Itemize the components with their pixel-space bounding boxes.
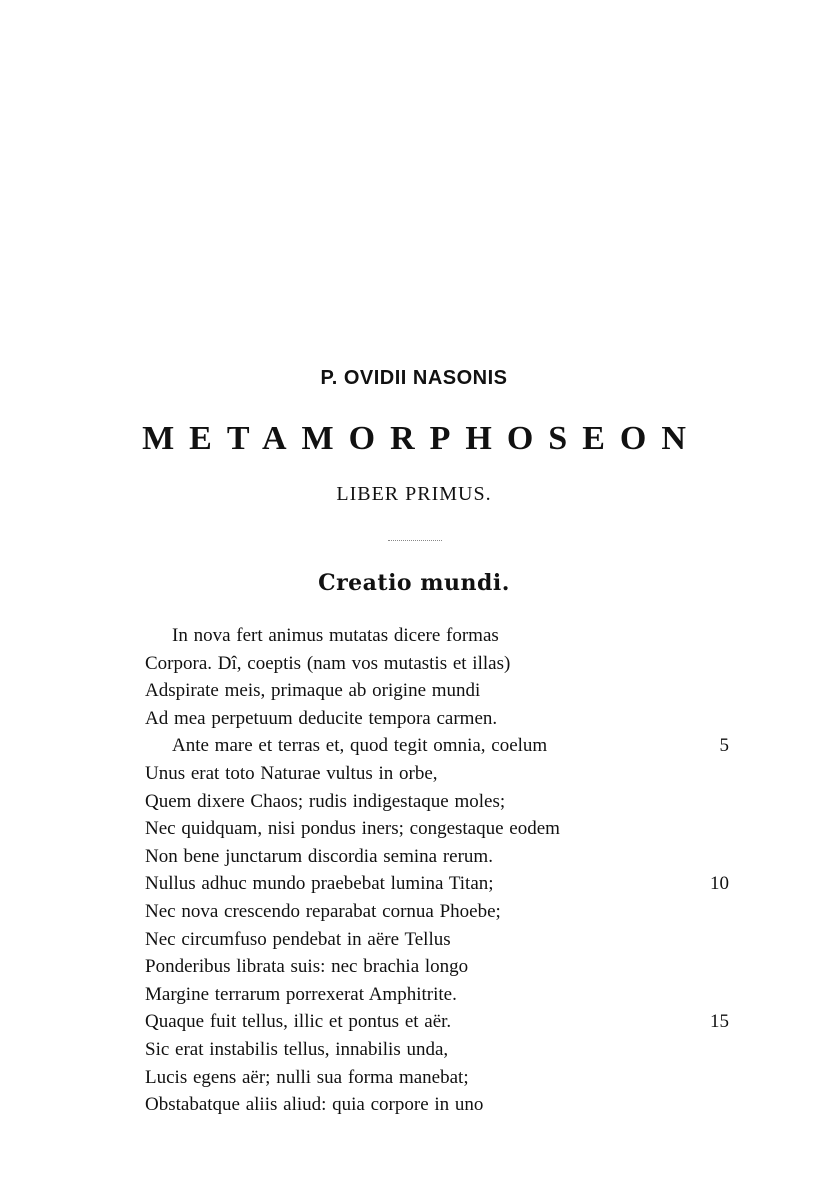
verse-text: Quem dixere Chaos; rudis indigestaque moles; [145, 790, 506, 812]
verse-line [145, 760, 745, 788]
verse-text: Adspirate meis, primaque ab origine mundi [145, 680, 481, 702]
verse-text: Quaque fuit tellus, illic et pontus et aër. [145, 1011, 452, 1033]
verse-text: Ad mea perpetuum deducite tempora carmen. [145, 707, 498, 729]
verse-text: Sic erat instabilis tellus, innabilis unda, [145, 1038, 449, 1060]
verse-text: Nec nova crescendo reparabat cornua Phoebe; [145, 900, 501, 922]
verse-line [145, 953, 745, 981]
verse-line [145, 622, 745, 650]
verse-line [145, 870, 745, 898]
verse-text: Non bene junctarum discordia semina rerum. [145, 845, 493, 867]
verse-line [145, 677, 745, 705]
verse-text: Lucis egens aër; nulli sua forma manebat; [145, 1066, 469, 1088]
verse-text: Ponderibus librata suis: nec brachia longo [145, 956, 469, 978]
work-title: METAMORPHOSEON [142, 420, 701, 457]
poem-verses [145, 622, 745, 1119]
verse-line [145, 898, 745, 926]
verse-text: Ante mare et terras et, quod tegit omnia, coelum [172, 735, 548, 757]
verse-line [145, 732, 745, 760]
verse-text: Margine terrarum porrexerat Amphitrite. [145, 983, 457, 1005]
section-title: Creatio mundi. [318, 570, 510, 596]
verse-text: Nullus adhuc mundo praebebat lumina Titan; [145, 873, 494, 895]
verse-line [145, 926, 745, 954]
verse-line [145, 1091, 745, 1119]
line-number: 15 [710, 1011, 729, 1033]
verse-line [145, 1036, 745, 1064]
verse-line [145, 705, 745, 733]
verse-line [145, 1008, 745, 1036]
verse-text: In nova fert animus mutatas dicere formas [172, 625, 499, 646]
verse-line [145, 650, 745, 678]
verse-text: Corpora. Dî, coeptis (nam vos mutastis et illas) [145, 652, 511, 674]
book-heading: LIBER PRIMUS. [336, 483, 492, 505]
line-number: 10 [710, 873, 729, 895]
verse-text: Nec circumfuso pendebat in aëre Tellus [145, 928, 451, 950]
ornament-divider [388, 540, 442, 543]
verse-text: Unus erat toto Naturae vultus in orbe, [145, 762, 438, 784]
verse-line [145, 815, 745, 843]
verse-line [145, 981, 745, 1009]
author-heading: P. OVIDII NASONIS [320, 367, 508, 389]
verse-text: Nec quidquam, nisi pondus iners; congestaque eodem [145, 818, 560, 840]
verse-line [145, 788, 745, 816]
verse-line [145, 1064, 745, 1092]
verse-line [145, 843, 745, 871]
line-number: 5 [719, 735, 729, 757]
verse-text: Obstabatque aliis aliud: quia corpore in uno [145, 1094, 484, 1116]
